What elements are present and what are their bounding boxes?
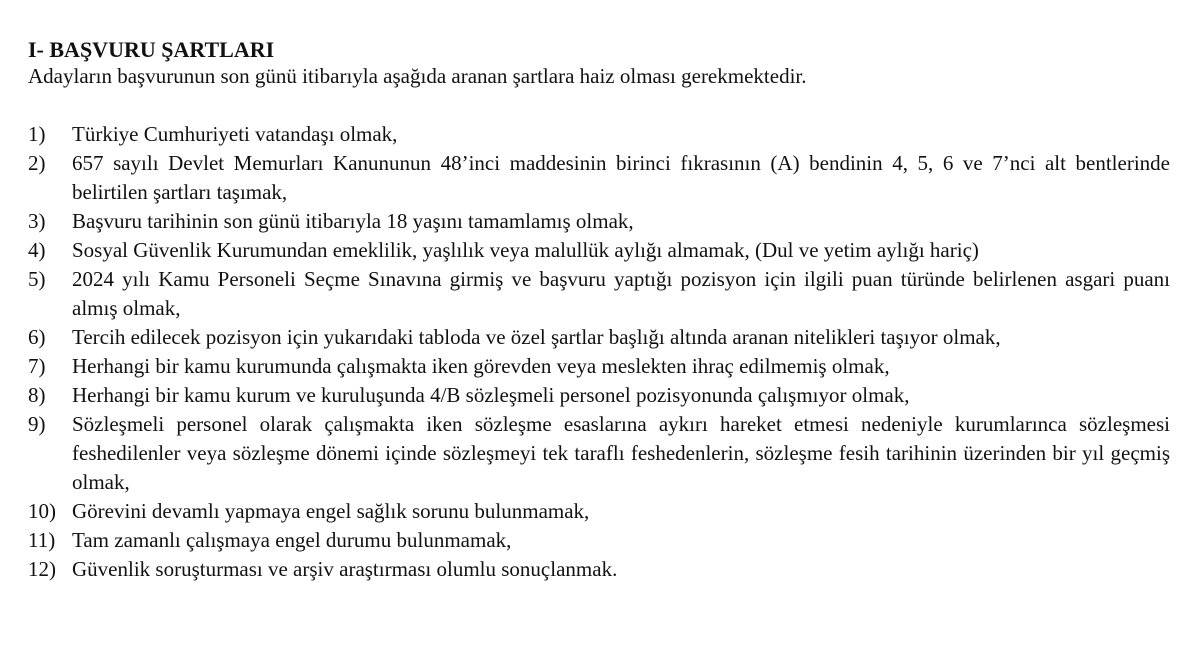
item-text: Tam zamanlı çalışmaya engel durumu bulunmamak, (72, 528, 512, 552)
item-text: 657 sayılı Devlet Memurları Kanununun 48’inci maddesinin birinci fıkrasının (A) bendinin 4, 5, 6 ve 7’nci alt bentlerinde belirtilen şartları taşımak, (72, 151, 1170, 204)
list-item (28, 497, 1170, 526)
item-text: Türkiye Cumhuriyeti vatandaşı olmak, (72, 122, 398, 146)
item-number: 3) (28, 209, 46, 233)
item-text: Sözleşmeli personel olarak çalışmakta iken sözleşme esaslarına aykırı hareket etmesi nedeniyle kurumlarınca sözleşmesi feshedilenler veya sözleşme dönemi içinde sözleşmeyi tek taraflı feshedenlerin, sözleşme fesih tarihinin üzerinden bir yıl geçmiş olmak, (72, 412, 1170, 494)
list-item (28, 207, 1170, 236)
item-number: 2) (28, 151, 46, 175)
list-item (28, 149, 1170, 207)
item-text: Tercih edilecek pozisyon için yukarıdaki tabloda ve özel şartlar başlığı altında aranan nitelikleri taşıyor olmak, (72, 325, 1001, 349)
list-item (28, 236, 1170, 265)
item-number: 5) (28, 267, 46, 291)
item-number: 6) (28, 325, 46, 349)
list-item (28, 120, 1170, 149)
list-item (28, 555, 1170, 584)
item-number: 11) (28, 528, 56, 552)
item-number: 10) (28, 499, 56, 523)
list-item (28, 410, 1170, 497)
item-text: Sosyal Güvenlik Kurumundan emeklilik, yaşlılık veya malullük aylığı almamak, (Dul ve yetim aylığı hariç) (72, 238, 979, 262)
item-text: Herhangi bir kamu kurum ve kuruluşunda 4/B sözleşmeli personel pozisyonunda çalışmıyor olmak, (72, 383, 910, 407)
list-item (28, 526, 1170, 555)
item-text: Herhangi bir kamu kurumunda çalışmakta iken görevden veya meslekten ihraç edilmemiş olmak, (72, 354, 890, 378)
list-item (28, 265, 1170, 323)
item-text: Başvuru tarihinin son günü itibarıyla 18 yaşını tamamlamış olmak, (72, 209, 634, 233)
item-number: 12) (28, 557, 56, 581)
list-item (28, 352, 1170, 381)
item-text: Görevini devamlı yapmaya engel sağlık sorunu bulunmamak, (72, 499, 590, 523)
item-text: 2024 yılı Kamu Personeli Seçme Sınavına girmiş ve başvuru yaptığı pozisyon için ilgili puan türünde belirlenen asgari puanı almış olmak, (72, 267, 1170, 320)
intro-paragraph: Adayların başvurunun son günü itibarıyla aşağıda aranan şartlara haiz olması gerekmektedir. (28, 64, 807, 88)
item-number: 4) (28, 238, 46, 262)
item-number: 7) (28, 354, 46, 378)
list-item (28, 381, 1170, 410)
item-number: 9) (28, 412, 46, 436)
section-heading: I- BAŞVURU ŞARTLARI (28, 37, 275, 62)
requirements-list (28, 120, 1170, 584)
item-text: Güvenlik soruşturması ve arşiv araştırması olumlu sonuçlanmak. (72, 557, 618, 581)
list-item (28, 323, 1170, 352)
item-number: 8) (28, 383, 46, 407)
item-number: 1) (28, 122, 46, 146)
